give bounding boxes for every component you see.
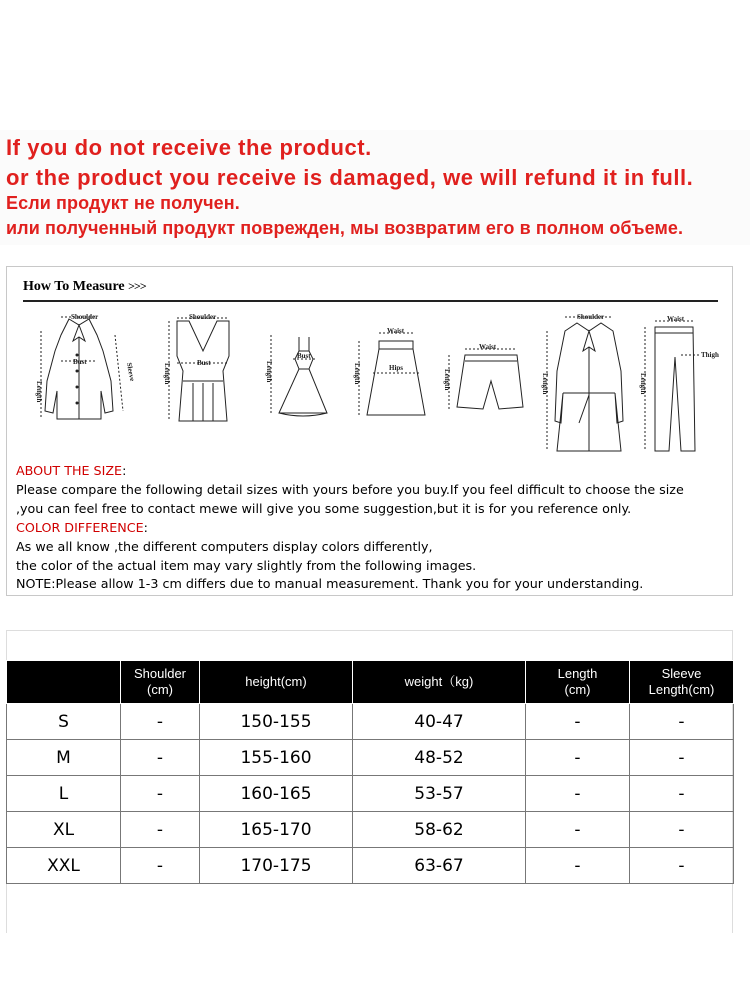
weight-cell: 58-62 bbox=[353, 812, 526, 848]
bust-label-1: Bust bbox=[73, 358, 87, 366]
length-cell: - bbox=[526, 848, 630, 884]
length-label-7: Length bbox=[639, 373, 647, 395]
weight-cell: 40-47 bbox=[353, 704, 526, 740]
about-size-line-2: ,you can feel free to contact mewe will give you some suggestion,but it is for you reference only. bbox=[16, 500, 632, 516]
shoulder-cell: - bbox=[121, 704, 200, 740]
length-cell: - bbox=[526, 776, 630, 812]
measure-title-text: How To Measure bbox=[23, 279, 125, 294]
hips-label-4: Hips bbox=[389, 364, 404, 372]
table-row bbox=[7, 812, 734, 848]
measure-divider bbox=[23, 300, 718, 302]
header-height: height(cm) bbox=[200, 661, 353, 704]
shoulder-label-6: Shoulder bbox=[577, 313, 605, 321]
height-cell: 160-165 bbox=[200, 776, 353, 812]
sleeve-label-1: Sleeve bbox=[125, 361, 137, 382]
length-label-6: Length bbox=[541, 373, 549, 395]
size-cell: S bbox=[7, 704, 121, 740]
measure-title bbox=[23, 279, 146, 295]
sleeve-cell: - bbox=[630, 776, 734, 812]
notice-line-2: or the product you receive is damaged, we will refund it in full. bbox=[6, 165, 694, 190]
size-cell: XL bbox=[7, 812, 121, 848]
size-info-text bbox=[16, 462, 684, 594]
length-cell: - bbox=[526, 812, 630, 848]
waist-label-5: Waist bbox=[479, 343, 497, 351]
height-cell: 150-155 bbox=[200, 704, 353, 740]
color-difference-line-1: As we all know ,the different computers display colors differently, bbox=[16, 538, 433, 554]
table-row bbox=[7, 776, 734, 812]
shoulder-label-2: Shoulder bbox=[189, 313, 217, 321]
how-to-measure-panel bbox=[6, 266, 733, 596]
size-cell: XXL bbox=[7, 848, 121, 884]
size-chart-table bbox=[6, 660, 734, 884]
coat-figure-icon bbox=[547, 317, 623, 451]
table-row bbox=[7, 704, 734, 740]
length-label-5: Length bbox=[443, 369, 451, 391]
shoulder-cell: - bbox=[121, 848, 200, 884]
length-cell: - bbox=[526, 704, 630, 740]
bust-label-2: Bust bbox=[197, 359, 211, 367]
measure-title-arrows: >>> bbox=[128, 279, 146, 293]
length-cell: - bbox=[526, 740, 630, 776]
header-length: Length (cm) bbox=[526, 661, 630, 704]
length-label-1: Length bbox=[35, 381, 43, 403]
trousers-figure-icon bbox=[645, 321, 701, 451]
color-difference-heading: COLOR DIFFERENCE: bbox=[16, 519, 148, 535]
notice-line-3: Если продукт не получен. bbox=[6, 193, 240, 213]
weight-cell: 48-52 bbox=[353, 740, 526, 776]
sleeve-cell: - bbox=[630, 740, 734, 776]
height-cell: 155-160 bbox=[200, 740, 353, 776]
height-cell: 165-170 bbox=[200, 812, 353, 848]
notice-line-4: или полученный продукт поврежден, мы возвратим его в полном объеме. bbox=[6, 218, 684, 238]
skirt-figure-icon bbox=[359, 333, 425, 415]
size-cell: M bbox=[7, 740, 121, 776]
waist-label-7: Waist bbox=[667, 315, 685, 323]
strap-dress-figure-icon bbox=[271, 335, 327, 416]
thigh-label-7: Thigh bbox=[701, 351, 719, 359]
tank-top-figure-icon bbox=[169, 318, 229, 421]
about-size-heading: ABOUT THE SIZE: bbox=[16, 463, 127, 478]
size-cell: L bbox=[7, 776, 121, 812]
weight-cell: 63-67 bbox=[353, 848, 526, 884]
sleeve-cell: - bbox=[630, 812, 734, 848]
sleeve-cell: - bbox=[630, 848, 734, 884]
waist-label-4: Waist bbox=[387, 327, 405, 335]
notice-line-1: If you do not receive the product. bbox=[6, 135, 372, 160]
header-weight: weight（kg) bbox=[353, 661, 526, 704]
length-label-4: Length bbox=[353, 363, 361, 385]
about-size-line-1: Please compare the following detail sizes with yours before you buy.If you feel difficult to choose the size bbox=[16, 481, 684, 497]
shorts-figure-icon bbox=[449, 349, 523, 409]
measurement-note: NOTE:Please allow 1-3 cm differs due to manual measurement. Thank you for your understanding. bbox=[16, 576, 644, 592]
shoulder-cell: - bbox=[121, 776, 200, 812]
size-chart-header-row bbox=[7, 661, 734, 704]
length-label-2: Length bbox=[163, 363, 171, 385]
table-row bbox=[7, 740, 734, 776]
height-cell: 170-175 bbox=[200, 848, 353, 884]
table-row bbox=[7, 848, 734, 884]
refund-notice bbox=[0, 130, 750, 245]
blouse-figure-icon bbox=[41, 317, 123, 419]
shoulder-cell: - bbox=[121, 812, 200, 848]
shoulder-label-1: Shoulder bbox=[71, 313, 99, 321]
sleeve-cell: - bbox=[630, 704, 734, 740]
length-label-3: Length bbox=[265, 361, 273, 383]
header-shoulder: Shoulder (cm) bbox=[121, 661, 200, 704]
weight-cell: 53-57 bbox=[353, 776, 526, 812]
header-sleeve-length: Sleeve Length(cm) bbox=[630, 661, 734, 704]
measure-figures bbox=[17, 311, 722, 459]
bust-label-3: Bust bbox=[297, 352, 311, 360]
shoulder-cell: - bbox=[121, 740, 200, 776]
color-difference-line-2: the color of the actual item may vary slightly from the following images. bbox=[16, 557, 477, 573]
header-size bbox=[7, 661, 121, 704]
